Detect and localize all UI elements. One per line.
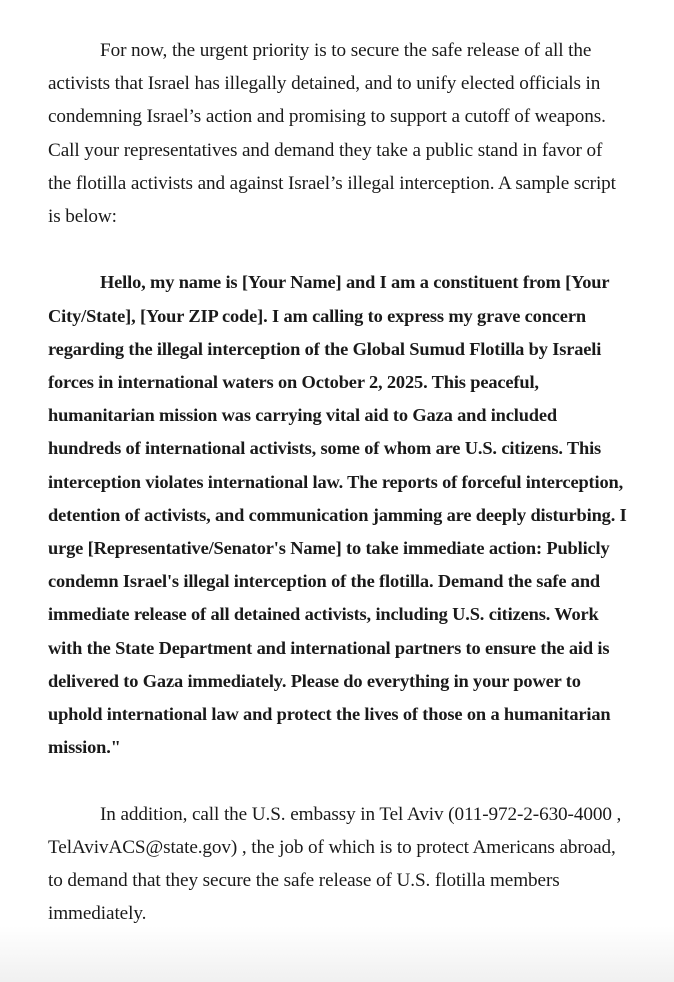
paragraph-spacer bbox=[48, 764, 628, 797]
embassy-paragraph: In addition, call the U.S. embassy in Tel Aviv (011-972-2-630-4000 , TelAvivACS@state.gov) , the job of which is to protect Americans abroad, to demand that they secure the safe release of U.S. flotilla members immediately. bbox=[48, 803, 622, 925]
sample-script-paragraph: Hello, my name is [Your Name] and I am a constituent from [Your City/State], [Your ZIP code]. I am calling to express my grave concern regarding the illegal interception of the Global Sumud Flotilla by Israeli forces in international waters on October 2, 2025. This peaceful, humanitarian mission was carrying vital aid to Gaza and included hundreds of international activists, some of whom are U.S. citizens. This interception violates international law. The reports of forceful interception, detention of activists, and communication jamming are deeply disturbing. I urge [Representative/Senator's Name] to take immediate action: Publicly condemn Israel's illegal interception of the flotilla. Demand the safe and immediate release of all detained activists, including U.S. citizens. Work with the State Department and international partners to ensure the aid is delivered to Gaza immediately. Please do everything in your power to uphold international law and protect the lives of those on a humanitarian mission." bbox=[48, 272, 627, 758]
bottom-fade bbox=[0, 926, 674, 982]
document-body bbox=[48, 34, 628, 930]
paragraph-spacer bbox=[48, 233, 628, 266]
intro-paragraph: For now, the urgent priority is to secure the safe release of all the activists that Israel has illegally detained, and to unify elected officials in condemning Israel’s action and promising to support a cutoff of weapons. Call your representatives and demand they take a public stand in favor of the flotilla activists and against Israel’s illegal interception. A sample script is below: bbox=[48, 40, 616, 228]
